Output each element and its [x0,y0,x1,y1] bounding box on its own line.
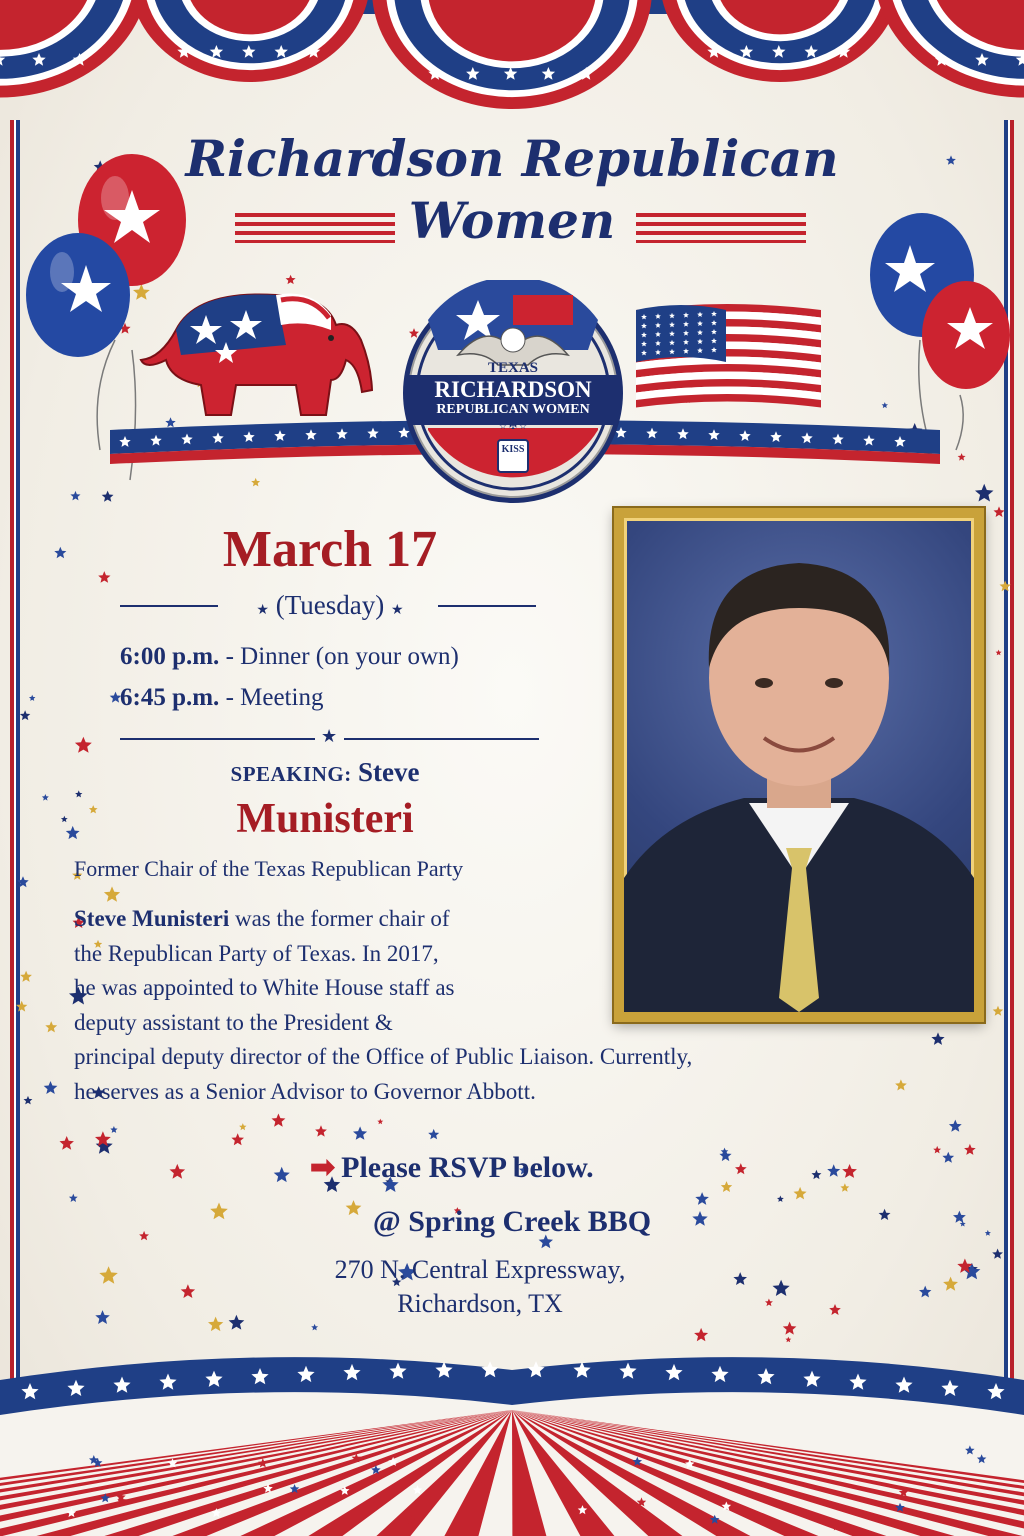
star-icon [942,1152,954,1163]
bio-line: principal deputy director of the Office of Public Liaison. Currently, [74,1044,693,1069]
star-icon [827,1164,840,1176]
address-line-1: 270 N. Central Expressway, [334,1255,626,1284]
title-stripes-left [235,213,395,243]
star-icon [735,1163,747,1174]
star-icon [102,491,114,502]
star-icon [377,1119,383,1125]
star-icon [933,1146,941,1154]
bio-text: was the former chair of [229,906,450,931]
star-icon [949,1120,962,1132]
star-icon [311,1324,318,1331]
star-icon [315,1125,327,1136]
day-label: (Tuesday) [275,590,385,620]
star-icon [975,484,994,502]
schedule-time: 6:45 p.m. [120,684,220,711]
seal-badge: KISS [501,444,525,455]
star-icon [353,1126,367,1139]
star-icon [75,737,92,753]
star-icon [60,1136,74,1150]
star-icon [170,1164,186,1179]
rsvp-callout [310,1150,594,1185]
speaker-photo [614,508,984,1022]
star-icon [783,1322,797,1335]
star-icon [992,1249,1003,1259]
schedule-item [120,643,459,671]
venue-address [0,1253,960,1321]
bio-line: he serves as a Senior Advisor to Governor Abbott. [74,1078,536,1104]
star-icon [61,816,68,822]
star-icon [274,1167,290,1182]
rsvp-text: Please RSVP below. [341,1151,594,1184]
bio-line: deputy assistant to the President & [74,1009,393,1035]
star-icon [777,1196,784,1202]
divider [438,605,536,607]
star-icon [428,1129,439,1139]
divider [120,738,315,740]
star-icon [17,876,29,887]
star-icon [45,1021,57,1032]
title-line-2: Women [408,191,616,250]
seal-name: RICHARDSON [434,377,592,402]
star-icon [231,1133,244,1145]
address-line-2: Richardson, TX [397,1289,563,1318]
star-icon [42,794,49,801]
speaking-label: SPEAKING: [230,762,352,786]
star-icon [964,1144,976,1155]
star-icon: ★ [256,603,269,618]
star-icon [251,478,260,487]
schedule-desc: - Meeting [225,684,324,711]
star-icon [695,1192,709,1205]
speaker-first-name: Steve [357,757,420,787]
star-icon [54,547,66,559]
star-icon [89,805,98,813]
star-icon [69,1194,78,1202]
speaker-title: Former Chair of the Texas Republican Party [74,856,464,881]
star-icon [75,790,82,797]
star-icon [272,1114,286,1127]
star-icon: ★ [321,726,338,746]
star-icon [239,1123,246,1130]
arrow-right-icon: ➡ [310,1151,336,1184]
elephant-icon [136,270,386,430]
star-icon [16,1001,27,1012]
bio-line: he was appointed to White House staff as [74,975,455,1000]
star-icon [996,650,1002,656]
title-line-1: Richardson Republican [185,129,839,188]
schedule-desc: - Dinner (on your own) [225,643,459,670]
star-icon [20,710,30,720]
star-icon [794,1187,807,1200]
seal-motto: ☆ ✠ ☆ [498,421,528,431]
speaker-heading [160,757,490,788]
star-icon [840,1183,849,1192]
bottom-bunting-icon [0,1340,1024,1536]
divider [344,738,539,740]
star-icon [110,1126,117,1133]
bio-line: the Republican Party of Texas. In 2017, [74,940,439,966]
star-icon [20,971,32,982]
seal-org: REPUBLICAN WOMEN [436,402,590,417]
schedule-item [120,684,323,712]
star-icon [812,1170,822,1179]
speaker-last-name: Munisteri [236,796,414,842]
us-flag-icon [636,300,821,415]
title-stripes-right [636,213,806,243]
bio-name: Steve Munisteri [74,906,230,931]
star-icon [70,491,80,501]
speaker-portrait [624,518,974,1012]
event-date: March 17 [222,521,438,578]
star-icon [29,695,35,701]
star-icon: ★ [391,603,404,618]
star-icon [104,886,120,901]
star-icon [24,1096,33,1105]
star-icon [44,1081,58,1094]
org-seal [398,280,628,506]
seal-state: TEXAS [487,360,539,376]
star-icon [66,826,80,839]
schedule-time: 6:00 p.m. [120,643,220,670]
star-icon [721,1181,732,1192]
venue-name: @ Spring Creek BBQ [372,1205,652,1238]
star-icon [842,1164,857,1178]
star-icon [994,506,1005,517]
star-icon [98,571,110,583]
star-icon [993,1006,1004,1016]
star-icon [1000,581,1011,592]
